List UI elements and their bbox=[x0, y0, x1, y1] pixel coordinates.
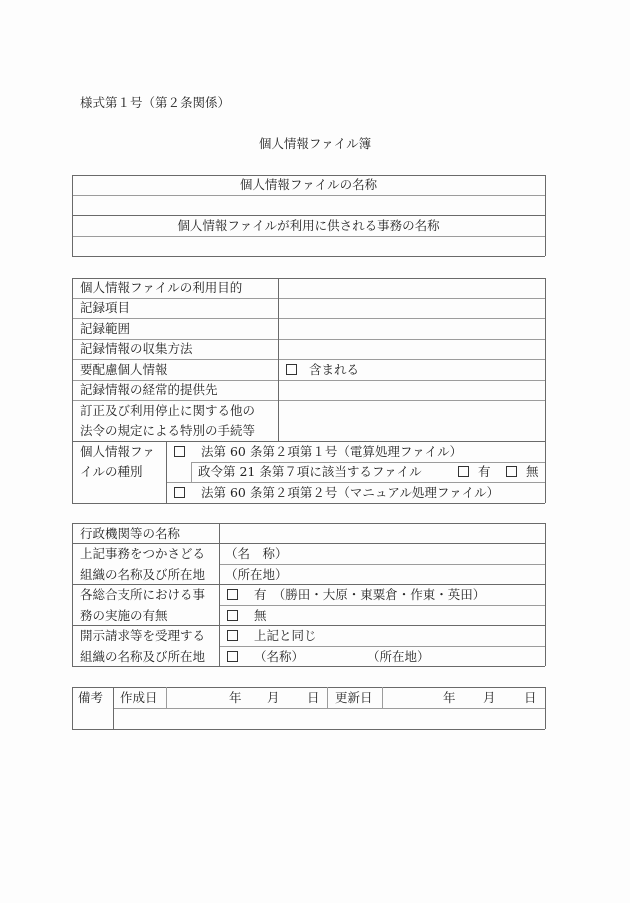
manual-file-label: 法第 60 条第２項第２号（マニュアル処理ファイル） bbox=[200, 485, 500, 500]
sub-option-no[interactable] bbox=[506, 465, 539, 479]
updated-year-unit: 年 bbox=[443, 690, 456, 705]
branch-label-line1: 各総合支所における事 bbox=[80, 587, 206, 602]
regular-recipient-label: 記録情報の経常的提供先 bbox=[80, 382, 218, 397]
electronic-file-label: 法第 60 条第２項第１号（電算処理ファイル） bbox=[200, 444, 463, 459]
disclosure-same-option[interactable] bbox=[227, 629, 317, 643]
file-type-option-electronic[interactable] bbox=[174, 445, 462, 459]
sub-option-yes-label: 有 bbox=[477, 464, 491, 479]
disclosure-address-label: （所在地） bbox=[367, 649, 430, 664]
purpose-label: 個人情報ファイルの利用目的 bbox=[80, 280, 243, 295]
file-type-label-line2: イルの種別 bbox=[80, 464, 143, 479]
office-work-header: 個人情報ファイルが利用に供される事務の名称 bbox=[177, 218, 440, 233]
disclosure-label-line1: 開示請求等を受理する bbox=[80, 628, 206, 643]
file-type-option-manual[interactable] bbox=[174, 486, 499, 500]
disclosure-same-label: 上記と同じ bbox=[253, 628, 317, 643]
page-title: 個人情報ファイル簿 bbox=[258, 136, 372, 151]
sub-option-yes[interactable] bbox=[458, 465, 491, 479]
org-label-line2: 組織の名称及び所在地 bbox=[80, 567, 206, 582]
created-month-unit: 月 bbox=[267, 690, 280, 705]
file-name-header: 個人情報ファイルの名称 bbox=[239, 177, 378, 192]
branch-no-option[interactable] bbox=[227, 609, 267, 623]
sensitive-info-label: 要配慮個人情報 bbox=[80, 362, 168, 377]
agency-label: 行政機関等の名称 bbox=[80, 526, 181, 541]
org-label-line1: 上記事務をつかさどる bbox=[80, 546, 206, 561]
updated-day-unit: 日 bbox=[524, 690, 537, 705]
sub-option-no-checkbox[interactable] bbox=[506, 466, 517, 477]
branch-label-line2: 務の実施の有無 bbox=[80, 608, 168, 623]
sensitive-info-option-label: 含まれる bbox=[308, 362, 359, 377]
sub-option-label: 政令第 21 条第７項に該当するファイル bbox=[198, 464, 422, 479]
disclosure-name-label: （名称） bbox=[253, 649, 304, 664]
sensitive-info-option[interactable] bbox=[286, 363, 359, 377]
branch-yes-option[interactable] bbox=[227, 588, 485, 602]
org-address-field[interactable]: （所在地） bbox=[225, 567, 288, 582]
special-procedure-label-line2: 法令の規定による特別の手続等 bbox=[80, 423, 256, 438]
updated-date-field[interactable] bbox=[383, 688, 544, 708]
electronic-file-checkbox[interactable] bbox=[174, 446, 185, 457]
sub-option-yes-checkbox[interactable] bbox=[458, 466, 469, 477]
remarks-label: 備考 bbox=[78, 690, 104, 705]
special-procedure-label-line1: 訂正及び利用停止に関する他の bbox=[80, 403, 256, 418]
updated-month-unit: 月 bbox=[483, 690, 496, 705]
branch-yes-label: 有 （勝田・大原・東粟倉・作東・英田） bbox=[253, 587, 486, 602]
branch-no-checkbox[interactable] bbox=[227, 610, 238, 621]
sensitive-info-checkbox[interactable] bbox=[286, 364, 297, 375]
branch-no-label: 無 bbox=[253, 608, 267, 623]
manual-file-checkbox[interactable] bbox=[174, 487, 185, 498]
created-year-unit: 年 bbox=[229, 690, 242, 705]
file-type-label-line1: 個人情報ファ bbox=[80, 444, 155, 459]
disclosure-other-option[interactable] bbox=[227, 650, 304, 664]
disclosure-other-checkbox[interactable] bbox=[227, 651, 238, 662]
org-name-field[interactable]: （名 称） bbox=[225, 546, 288, 561]
branch-yes-checkbox[interactable] bbox=[227, 589, 238, 600]
collection-method-label: 記録情報の収集方法 bbox=[80, 341, 193, 356]
form-number: 様式第１号（第２条関係） bbox=[80, 95, 231, 110]
record-scope-label: 記録範囲 bbox=[80, 321, 131, 336]
created-day-unit: 日 bbox=[307, 690, 320, 705]
record-items-label: 記録項目 bbox=[80, 300, 131, 315]
updated-date-label: 更新日 bbox=[335, 690, 373, 705]
created-date-label: 作成日 bbox=[120, 690, 158, 705]
disclosure-same-checkbox[interactable] bbox=[227, 630, 238, 641]
disclosure-label-line2: 組織の名称及び所在地 bbox=[80, 649, 206, 664]
created-date-field[interactable] bbox=[167, 688, 326, 708]
sub-option-no-label: 無 bbox=[525, 464, 539, 479]
